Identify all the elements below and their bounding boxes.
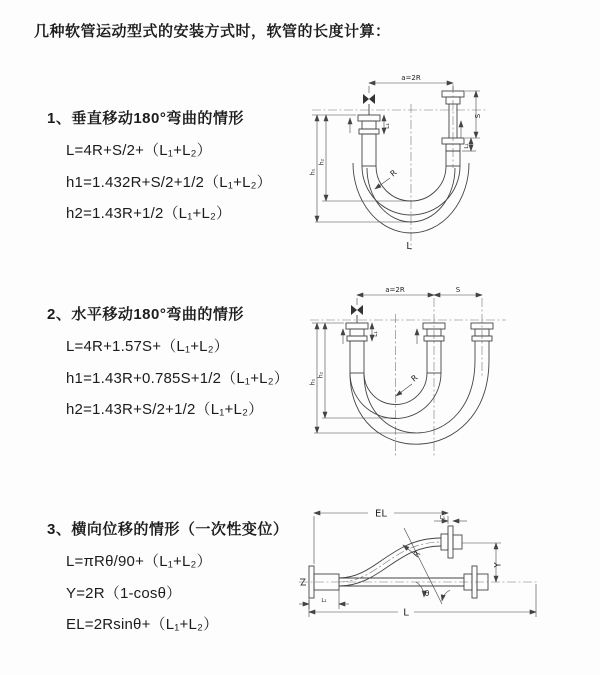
diagram-horizontal-180-bend [310,280,595,465]
radius-label: R [411,549,423,560]
section-3-formula-Y: Y=2R（1-cosθ） [66,585,182,602]
dim-h1-label: h₁ [309,378,317,386]
valve-icon [363,94,375,115]
braided-hose-left [350,341,364,373]
dim-a2r [357,286,434,305]
radius-label: R [409,373,420,384]
dim-el [314,509,448,565]
dim-s-label: S [455,286,461,294]
section-2-formula-h2: h2=1.43R+S/2+1/2（L₁+L₂） [66,401,264,418]
hose-u-curves [350,341,489,444]
dim-y [462,543,504,582]
dim-h2-label: h₂ [317,371,325,379]
length-label: L [406,241,412,252]
dim-l1-left-label: L₁ [321,598,327,604]
dim-s [462,91,482,151]
radius-leader [396,373,420,396]
section-1-formula-L: L=4R+S/2+（L₁+L₂） [66,142,212,159]
dim-l1-right [434,515,467,521]
displaced-hose-s-curve [339,526,462,586]
dim-s-label: S [474,113,482,119]
diagram-vertical-180-bend [310,68,592,260]
dim-y-label: Y [493,562,504,568]
section-2-heading: 2、水平移动180°弯曲的情形 [47,306,244,323]
section-3-formula-EL: EL=2Rsinθ+（L₁+L₂） [66,616,219,633]
fitting-left [346,323,368,373]
dim-el-label: EL [375,508,387,520]
diagram-lateral-displacement [296,500,598,648]
section-1-heading: 1、垂直移动180°弯曲的情形 [47,110,244,127]
dim-l1-right-label: L₁ [464,143,470,149]
radius-label: R [388,168,399,179]
section-1-formula-h2: h2=1.43R+1/2（L₁+L₂） [66,205,232,222]
dim-h2-label: h₂ [318,158,326,166]
angle-theta-label: θ [424,589,430,598]
dim-l1-left [299,590,349,609]
dim-a2r [369,74,453,93]
dim-l-label: L [403,607,409,619]
section-2-formula-h1: h1=1.43R+0.785S+1/2（L₁+L₂） [66,370,289,387]
dim-l1-left [384,115,391,134]
dim-a2r-label: a=2R [385,286,405,294]
section-1-formula-h1: h1=1.432R+S/2+1/2（L₁+L₂） [66,174,272,191]
dim-h1-h2 [310,115,412,222]
dim-l1 [372,323,379,341]
section-3-formula-L: L=πRθ/90+（L₁+L₂） [66,553,212,570]
left-hose-fitting [358,115,380,166]
dim-l1-left-label: L₁ [384,123,391,129]
section-2-formula-L: L=4R+1.57S+（L₁+L₂） [66,338,229,355]
dim-l1-label: L₁ [372,331,379,337]
dim-s [434,286,482,295]
section-3-heading: 3、横向位移的情形（一次性变位） [47,521,289,538]
movement-arrows [343,329,417,344]
dim-h1-label: h₁ [309,168,317,176]
braided-hose-left [362,134,376,166]
dim-l1-right-label: L₁ [439,515,446,521]
dim-a2r-label: a=2R [401,74,421,82]
page-title: 几种软管运动型式的安装方式时，软管的长度计算： [34,23,391,40]
centerlines [309,84,488,250]
